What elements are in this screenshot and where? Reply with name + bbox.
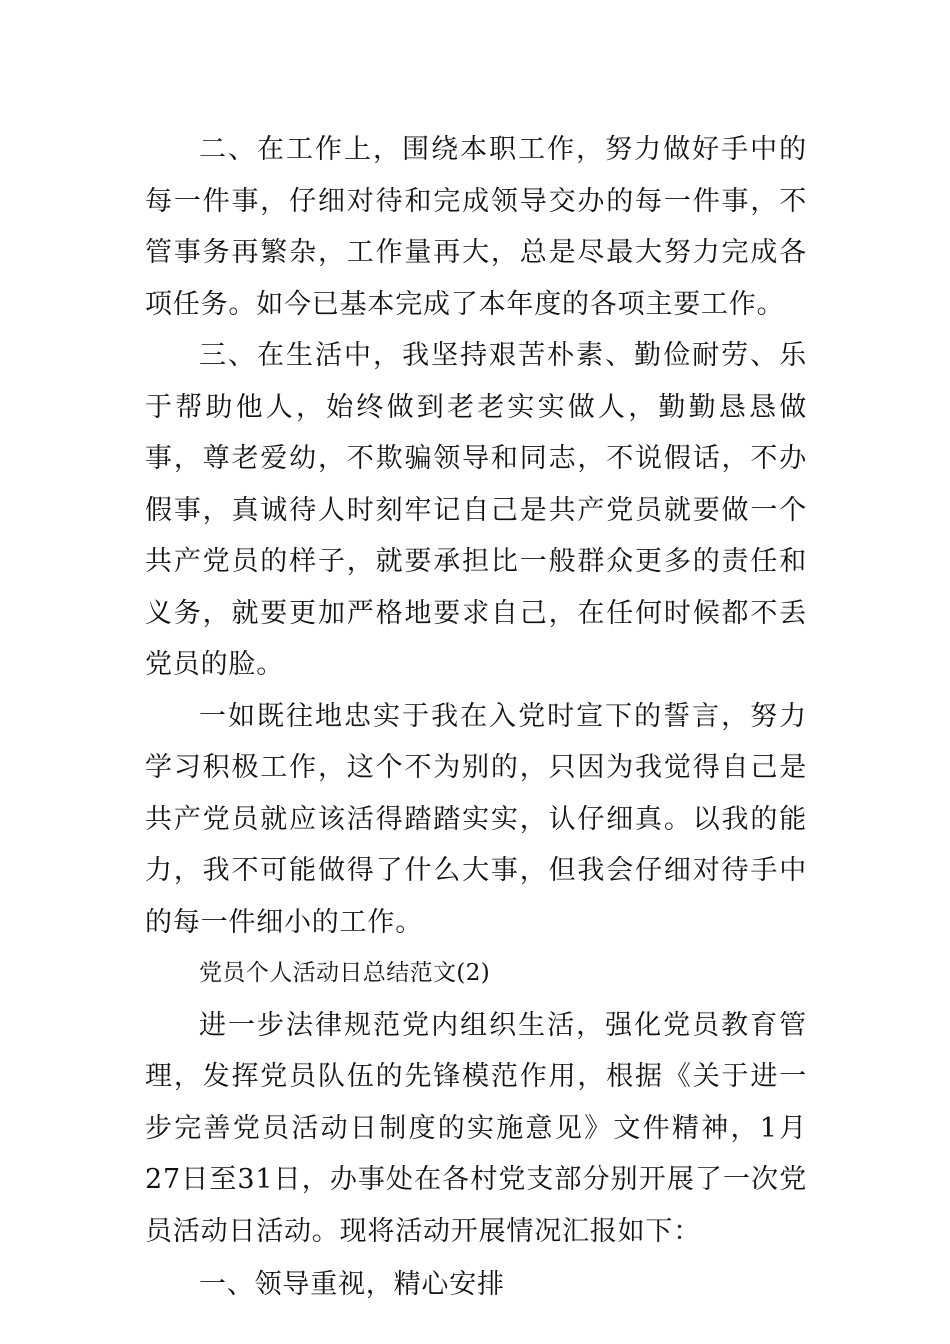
section-title: 党员个人活动日总结范文(2) [199, 960, 491, 986]
paragraph-work: 二、在工作上，围绕本职工作，努力做好手中的每一件事，仔细对待和完成领导交办的每一件事，不管事务再繁杂，工作量再大，总是尽最大努力完成各项任务。如今已基本完成了本年度的各项主要工作。 [145, 134, 807, 320]
paragraph-intro: 进一步法律规范党内组织生活，强化党员教育管理，发挥党员队伍的先锋模范作用，根据《关于进一步完善党员活动日制度的实施意见》文件精神，1月27日至31日，办事处在各村党支部分别开展了一次党员活动日活动。现将活动开展情况汇报如下： [145, 1009, 807, 1247]
paragraph-life: 三、在生活中，我坚持艰苦朴素、勤俭耐劳、乐于帮助他人，始终做到老老实实做人，勤勤恳恳做事，尊老爱幼，不欺骗领导和同志，不说假话，不办假事，真诚待人时刻牢记自己是共产党员就要做一个共产党员的样子，就要承担比一般群众更多的责任和义务，就要更加严格地要求自己，在任何时候都不丢党员的脸。 [145, 340, 807, 680]
document-body [145, 124, 807, 1311]
paragraph-oath: 一如既往地忠实于我在入党时宣下的誓言，努力学习积极工作，这个不为别的，只因为我觉得自己是共产党员就应该活得踏踏实实，认仔细真。以我的能力，我不可能做得了什么大事，但我会仔细对待手中的每一件细小的工作。 [145, 700, 807, 938]
paragraph-subheading: 一、领导重视，精心安排 [199, 1269, 505, 1300]
